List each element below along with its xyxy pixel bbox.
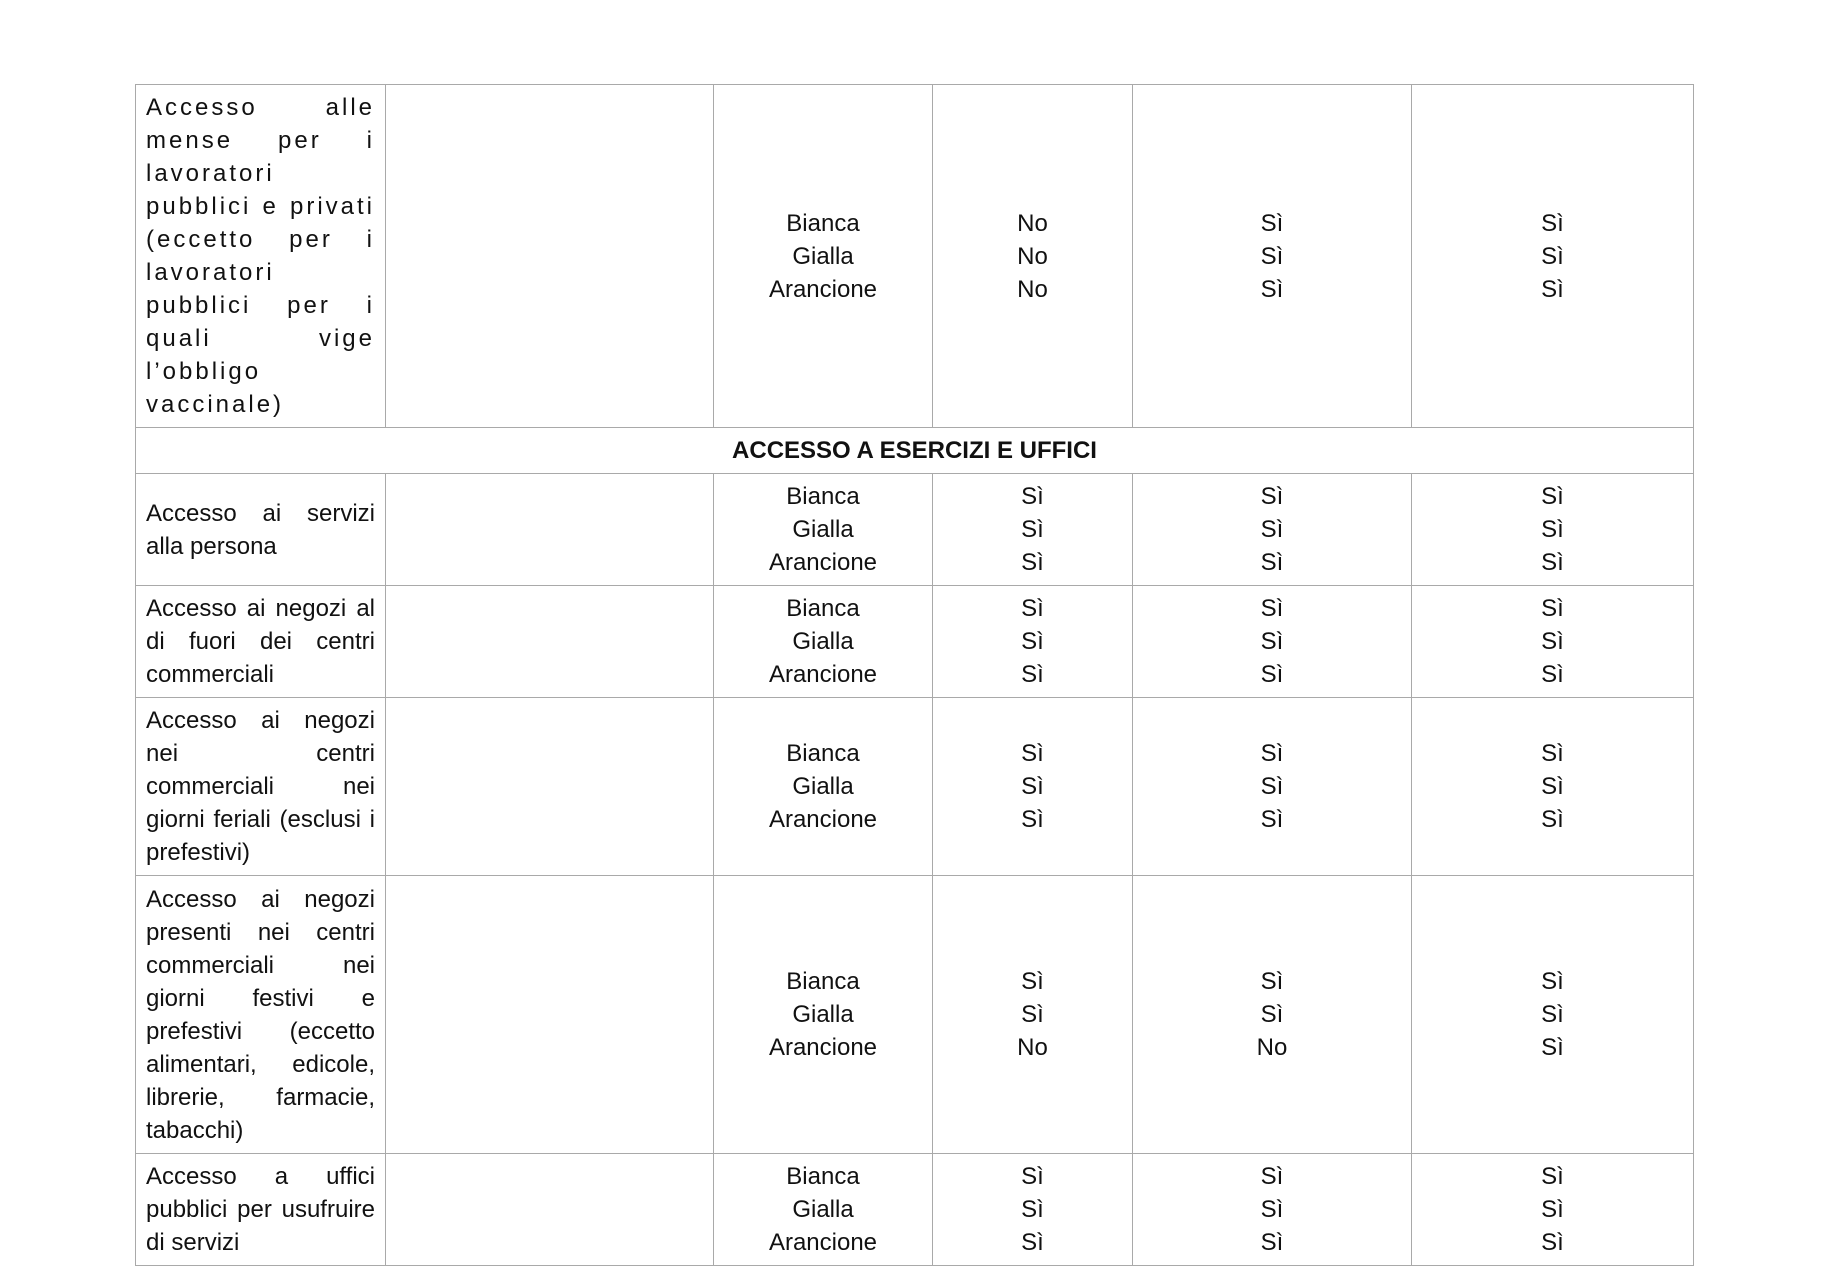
value-cell: [933, 85, 1133, 428]
value-text: Sì: [1260, 806, 1284, 833]
zone-label: Gialla: [792, 628, 854, 655]
value-cell: [1133, 1154, 1412, 1266]
section-row: [136, 428, 1694, 474]
value-text: Sì: [1541, 516, 1564, 543]
value-text: No: [1017, 1034, 1048, 1061]
value-text: Sì: [1260, 1001, 1284, 1028]
value-text: No: [1017, 242, 1048, 270]
activity-cell: Accesso a uffici pubblici per usufruire di servizi: [136, 1154, 386, 1266]
activity-cell: Accesso ai negozi presenti nei centri commerciali nei giorni festivi e prefestivi (eccetto alimentari, edicole, librerie, farmacie, tabacchi): [136, 876, 386, 1154]
value-text: Sì: [1260, 549, 1284, 576]
activity-cell: Accesso ai servizi alla persona: [136, 474, 386, 586]
value-text: Sì: [1541, 595, 1564, 622]
value-cell: [933, 698, 1133, 876]
value-text: Sì: [1021, 516, 1044, 543]
table-row: [136, 876, 1694, 1154]
empty-cell: [386, 698, 714, 876]
value-text: Sì: [1021, 595, 1044, 622]
zone-label: Gialla: [792, 516, 854, 543]
value-text: Sì: [1260, 275, 1284, 303]
activity-cell: Accesso alle mense per i lavoratori pubblici e privati (eccetto per i lavoratori pubblici per i quali vige l’obbligo vaccinale): [136, 85, 386, 428]
table-row: [136, 698, 1694, 876]
value-text: Sì: [1260, 740, 1284, 767]
value-text: Sì: [1021, 806, 1044, 833]
value-text: No: [1017, 209, 1048, 237]
value-text: Sì: [1541, 628, 1564, 655]
value-text: Sì: [1541, 1034, 1564, 1061]
value-cell: [933, 1154, 1133, 1266]
zone-label: Bianca: [786, 740, 860, 767]
value-text: Sì: [1260, 1196, 1284, 1223]
zone-label: Arancione: [768, 806, 878, 833]
value-text: Sì: [1260, 1229, 1284, 1256]
value-text: Sì: [1541, 661, 1564, 688]
value-text: Sì: [1260, 661, 1284, 688]
value-text: Sì: [1260, 968, 1284, 995]
zone-label: Bianca: [786, 595, 860, 622]
zone-cell: [714, 474, 933, 586]
zone-label: Gialla: [792, 1001, 854, 1028]
value-text: Sì: [1021, 1001, 1044, 1028]
value-text: Sì: [1260, 595, 1284, 622]
value-text: Sì: [1021, 773, 1044, 800]
value-text: Sì: [1260, 483, 1284, 510]
zone-label: Bianca: [786, 483, 860, 510]
zone-label: Gialla: [792, 773, 854, 800]
value-text: Sì: [1541, 549, 1564, 576]
value-text: Sì: [1541, 242, 1564, 270]
zone-label: Arancione: [768, 661, 878, 688]
table-row: [136, 1154, 1694, 1266]
value-text: Sì: [1541, 806, 1564, 833]
value-text: Sì: [1541, 1196, 1564, 1223]
value-text: Sì: [1541, 740, 1564, 767]
zone-label: Bianca: [786, 1163, 860, 1190]
value-text: Sì: [1021, 740, 1044, 767]
zone-label: Bianca: [786, 209, 860, 237]
zone-label: Bianca: [786, 968, 860, 995]
zone-cell: [714, 1154, 933, 1266]
value-cell: [1133, 876, 1412, 1154]
value-text: Sì: [1260, 1163, 1284, 1190]
value-text: Sì: [1541, 209, 1564, 237]
value-cell: [1412, 85, 1694, 428]
value-text: Sì: [1021, 1196, 1044, 1223]
value-cell: [933, 586, 1133, 698]
empty-cell: [386, 1154, 714, 1266]
value-text: Sì: [1260, 242, 1284, 270]
value-cell: [1133, 85, 1412, 428]
value-text: Sì: [1541, 773, 1564, 800]
value-text: No: [1017, 275, 1048, 303]
value-cell: [1412, 698, 1694, 876]
zone-label: Arancione: [768, 1034, 878, 1061]
value-text: No: [1256, 1034, 1288, 1061]
activity-cell: Accesso ai negozi al di fuori dei centri commerciali: [136, 586, 386, 698]
value-text: Sì: [1541, 1229, 1564, 1256]
value-text: Sì: [1260, 516, 1284, 543]
value-cell: [1412, 586, 1694, 698]
value-text: Sì: [1021, 661, 1044, 688]
value-text: Sì: [1021, 483, 1044, 510]
zone-cell: [714, 698, 933, 876]
value-text: Sì: [1260, 209, 1284, 237]
value-text: Sì: [1021, 1229, 1044, 1256]
value-text: Sì: [1260, 628, 1284, 655]
zone-cell: [714, 586, 933, 698]
value-text: Sì: [1021, 549, 1044, 576]
zone-label: Gialla: [792, 242, 854, 270]
value-cell: [1412, 1154, 1694, 1266]
value-text: Sì: [1541, 275, 1564, 303]
value-text: Sì: [1541, 968, 1564, 995]
empty-cell: [386, 586, 714, 698]
value-text: Sì: [1541, 1163, 1564, 1190]
zone-label: Arancione: [768, 275, 878, 303]
zone-cell: [714, 876, 933, 1154]
empty-cell: [386, 876, 714, 1154]
zone-label: Arancione: [768, 1229, 878, 1256]
empty-cell: [386, 474, 714, 586]
value-text: Sì: [1541, 483, 1564, 510]
value-text: Sì: [1021, 628, 1044, 655]
activity-cell: Accesso ai negozi nei centri commerciali nei giorni feriali (esclusi i prefestivi): [136, 698, 386, 876]
value-cell: [1412, 474, 1694, 586]
rules-table: [135, 84, 1694, 1266]
value-cell: [1133, 698, 1412, 876]
empty-cell: [386, 85, 714, 428]
zone-cell: [714, 85, 933, 428]
value-text: Sì: [1021, 968, 1044, 995]
value-cell: [933, 876, 1133, 1154]
zone-label: Gialla: [792, 1196, 854, 1223]
value-cell: [1412, 876, 1694, 1154]
table-row: [136, 586, 1694, 698]
value-text: Sì: [1260, 773, 1284, 800]
value-text: Sì: [1541, 1001, 1564, 1028]
value-cell: [1133, 586, 1412, 698]
zone-label: Arancione: [768, 549, 878, 576]
table-row: [136, 85, 1694, 428]
value-text: Sì: [1021, 1163, 1044, 1190]
value-cell: [933, 474, 1133, 586]
table-row: [136, 474, 1694, 586]
value-cell: [1133, 474, 1412, 586]
section-heading: ACCESSO A ESERCIZI E UFFICI: [136, 428, 1694, 474]
